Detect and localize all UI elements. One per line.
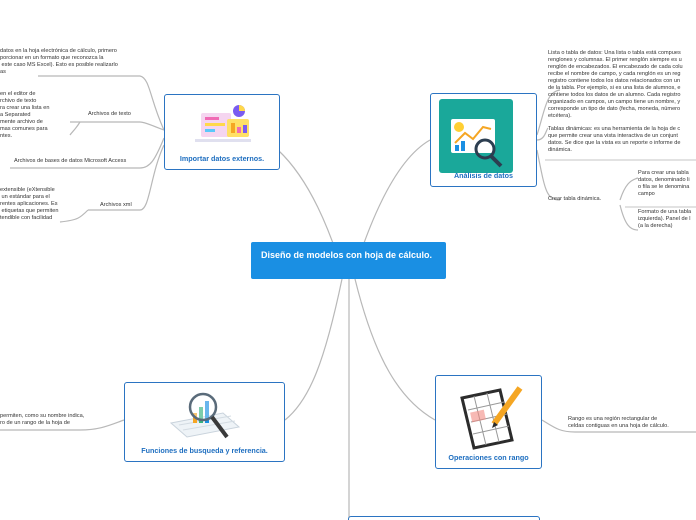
rango-illustration-icon bbox=[454, 382, 526, 450]
topic-funciones-busqueda[interactable] bbox=[124, 382, 285, 462]
analisis-dinamicas-text: Tablas dinámicas: es una herramienta de la hoja de c que permite crear una vista interactiva de un conjunt datos. Se dice que la vista es un reporte o informe de dinámica. bbox=[548, 126, 681, 153]
topic-importar-datos[interactable] bbox=[164, 94, 280, 170]
importar-access-label[interactable]: Archivos de bases de datos Microsoft Access bbox=[14, 158, 127, 164]
importar-illustration-icon bbox=[193, 103, 253, 145]
operaciones-rango-text: Rango es una región rectangular de celdas contiguas en una hoja de cálculo. bbox=[568, 416, 669, 429]
importar-xml-desc: extensible (eXtensible un estándar para el rentes aplicaciones. Es etiquetas que permiten tendible con facilidad bbox=[0, 187, 59, 221]
central-topic[interactable] bbox=[251, 242, 446, 279]
topic-offscreen-card[interactable] bbox=[348, 516, 540, 520]
analisis-crear-sub1-text: Para crear una tabla datos, denominado li o fila se le denomina campo bbox=[638, 170, 690, 197]
central-topic-title: Diseño de modelos con hoja de cálculo. bbox=[261, 250, 433, 260]
importar-archivos-texto-desc: en el editor de rchivo de texto ra crear una lista en a Separated mente archivo de mas comunes para ntes. bbox=[0, 91, 50, 139]
funciones-desc-text: permiten, como su nombre indica, ro de un rango de la hoja de bbox=[0, 413, 85, 426]
topic-operaciones-title: Operaciones con rango bbox=[448, 453, 529, 462]
topic-importar-title: Importar datos externos. bbox=[179, 154, 265, 163]
analisis-crear-sub2-text: Formato de una tabla izquierda). Panel de l (a la derecha) bbox=[638, 209, 692, 229]
topic-analisis-datos[interactable] bbox=[430, 93, 537, 187]
topic-funciones-title: Funciones de busqueda y referencia. bbox=[141, 446, 268, 455]
importar-intro-text: datos en la hoja electrónica de cálculo, primero porcionar en un formato que reconozca la este caso MS Excel). Esto es posible realizarlo as bbox=[0, 48, 118, 75]
topic-operaciones-rango[interactable] bbox=[435, 375, 542, 469]
analisis-lista-text: Lista o tabla de datos: Una lista o tabla está compues renglones y columnas. El primer renglón siempre es u renglón de encabezados. El encabezado de cada colu recibe el nombre de campo, y cada renglón es un reg registro contiene todos los datos relacionados con un de la tabla. Por ejemplo, si es una lista de alumnos, e contiene todos los datos de un alumno. Cada registro organizado en campos, un campo tiene un nombre, y corresponde un tipo de dato (fecha, moneda, número etcétera). bbox=[548, 50, 683, 119]
busqueda-illustration-icon bbox=[169, 389, 241, 441]
importar-xml-label[interactable]: Archivos xml bbox=[100, 202, 132, 208]
analisis-illustration-icon bbox=[439, 99, 513, 173]
analisis-crear-tabla-label[interactable]: Crear tabla dinámica. bbox=[548, 196, 602, 202]
importar-archivos-texto-label[interactable]: Archivos de texto bbox=[88, 111, 131, 117]
topic-analisis-title: Análisis de datos bbox=[453, 171, 514, 180]
